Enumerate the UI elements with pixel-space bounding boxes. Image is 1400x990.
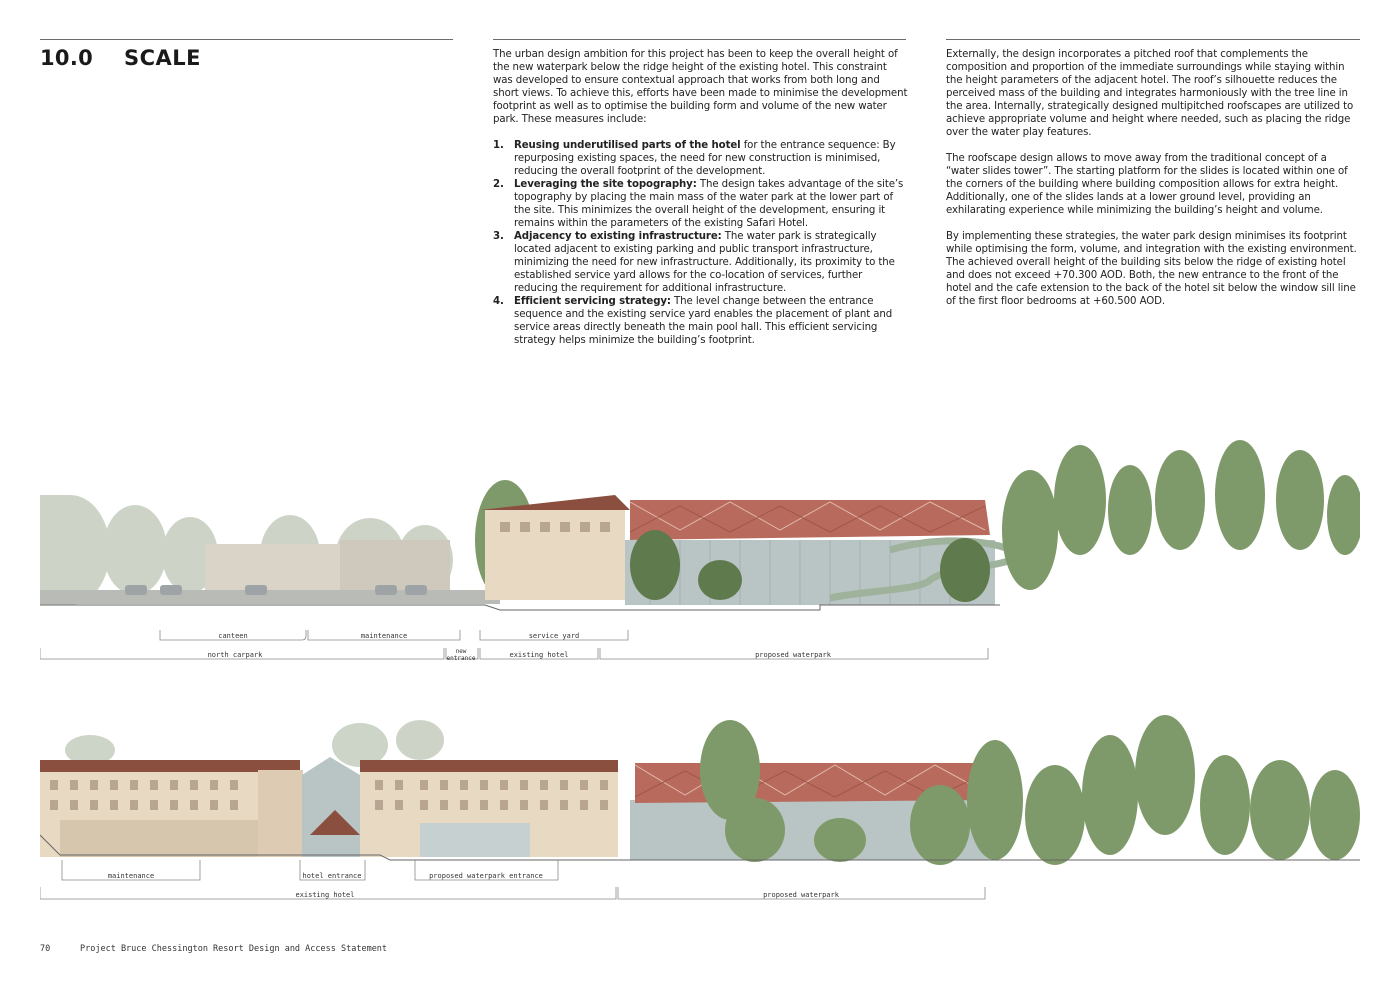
list-item — [493, 230, 908, 295]
background-trees — [65, 720, 444, 767]
list-number: 4. — [493, 296, 504, 307]
footer-text: Project Bruce Chessington Resort Design and Access Statement — [80, 944, 388, 954]
label-existing-hotel: existing hotel — [509, 651, 569, 659]
measures-list — [493, 139, 908, 347]
list-lead: Leveraging the site topography: — [514, 179, 697, 190]
paragraph: The roofscape design allows to move away from the traditional concept of a “water slides tower”. The starting platform for the slides is located within one of the corners of the building where building composition allows for extra height. Additionally, one of the slides lands at a lower ground level, providing an exhilarating experience while minimizing the building’s height and volume. — [946, 153, 1348, 216]
label-proposed-waterpark-entrance: proposed waterpark entrance — [429, 872, 543, 880]
paragraph: Externally, the design incorporates a pitched roof that complements the composition and proportion of the immediate surroundings while staying within the height parameters of the adjacent hotel. The roof’s silhouette reduces the perceived mass of the building and integrates harmoniously with the tree line in the area. Internally, strategically designed multipitched roofscapes are utilized to achieve appropriate volume and height where needed, such as placing the ridge over the water play features. — [946, 49, 1354, 138]
dimension-bars-lower — [40, 887, 985, 899]
label-north-carpark: north carpark — [207, 651, 263, 659]
list-lead: Reusing underutilised parts of the hotel — [514, 140, 741, 151]
list-text: The water park is strategically located adjacent to existing parking and public transport infrastructure, minimizing the need for new infrastructure. Additionally, its proximity to the established service yard allows for the co-location of services, further reducing the requirement for additional infrastructure. — [514, 231, 895, 294]
list-lead: Efficient servicing strategy: — [514, 296, 671, 307]
list-text: The design takes advantage of the site’s topography by placing the main mass of the water park at the lower part of the site. This minimizes the overall height of the development, ensuring it remains within the parameters of the existing Safari Hotel. — [514, 179, 904, 229]
label-service-yard: service yard — [528, 632, 580, 640]
elevation-drawing-top — [40, 440, 1360, 670]
text-column-1 — [493, 48, 908, 347]
paragraph: By implementing these strategies, the water park design minimises its footprint while optimising the form, volume, and integration with the existing environment. The achieved overall height of the building sits below the ridge of existing hotel and does not exceed +70.300 AOD. Both, the new entrance to the front of the hotel and the cafe extension to the back of the hotel sit below the window sill line of the first floor bedrooms at +60.500 AOD. — [946, 231, 1357, 307]
list-text: The level change between the entrance sequence and the existing service yard enables the placement of plant and service areas directly beneath the main pool hall. This efficient servicing strategy helps minimize the building’s footprint. — [514, 296, 893, 346]
label-existing-hotel: existing hotel — [295, 891, 355, 899]
label-canteen: canteen — [218, 632, 248, 640]
section-number: 10.0 — [40, 46, 94, 70]
top-rule-middle — [493, 39, 906, 40]
carpark-ground — [40, 590, 500, 604]
intro-paragraph: The urban design ambition for this project has been to keep the overall height of the new waterpark below the ridge height of the existing hotel. This constraint was developed to ensure contextual approach that works from both long and short views. To achieve this, efforts have been made to minimise the development footprint as well as to optimise the building form and volume of the new water park. These measures include: — [493, 49, 908, 125]
existing-hotel-right-wing — [360, 760, 618, 857]
top-rule-right — [946, 39, 1360, 40]
multipitched-roof-top — [630, 500, 990, 540]
label-hotel-entrance: hotel entrance — [302, 872, 362, 880]
ground-line — [40, 605, 1000, 610]
label-new: new — [455, 648, 467, 655]
existing-hotel-top — [480, 495, 630, 600]
list-item — [493, 295, 908, 347]
label-maintenance: maintenance — [107, 872, 155, 880]
list-text: for the entrance sequence: By repurposing existing spaces, the need for new construction is minimised, reducing the overall footprint of the development. — [514, 140, 896, 177]
list-item — [493, 178, 908, 230]
list-number: 2. — [493, 179, 504, 190]
list-number: 3. — [493, 231, 504, 242]
section-title: SCALE — [124, 46, 202, 70]
list-number: 1. — [493, 140, 504, 151]
label-proposed-waterpark: proposed waterpark — [755, 651, 831, 659]
label-proposed-waterpark: proposed waterpark — [763, 891, 839, 899]
page-number: 70 — [40, 944, 51, 954]
list-lead: Adjacency to existing infrastructure: — [514, 231, 722, 242]
text-column-2 — [946, 48, 1360, 321]
top-rule-left — [40, 39, 453, 40]
label-maintenance: maintenance — [360, 632, 408, 640]
hotel-atrium — [302, 757, 360, 857]
list-item — [493, 139, 908, 178]
hotel-tower — [258, 770, 303, 857]
label-entrance: entrance — [446, 655, 476, 662]
elevation-drawing-bottom — [40, 715, 1360, 920]
